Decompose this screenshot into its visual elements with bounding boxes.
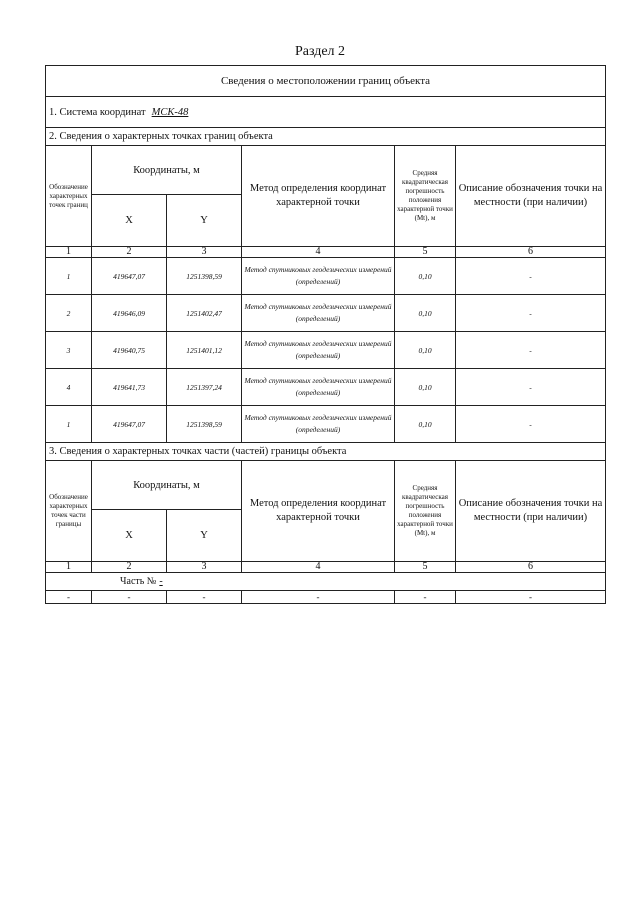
mt-value: 0,10	[395, 332, 456, 369]
desc-value: -	[456, 295, 606, 332]
x-value: 419640,75	[92, 332, 167, 369]
s3-method-header: Метод определения координат характерной точки	[242, 461, 395, 562]
s3-colnum: 2	[92, 562, 167, 573]
s2-colnum: 2	[92, 247, 167, 258]
method-value: Метод спутниковых геодезических измерений (определений)	[242, 332, 395, 369]
s2-col-point-header: Обозначение характерных точек границ	[46, 146, 92, 247]
table-row	[46, 591, 606, 604]
s3-colnum: 5	[395, 562, 456, 573]
point-id: 4	[46, 369, 92, 406]
table-row	[46, 332, 606, 369]
page-title: Раздел 2	[294, 44, 346, 59]
method-value: Метод спутниковых геодезических измерений (определений)	[242, 369, 395, 406]
empty-cell: -	[395, 591, 456, 604]
s2-colnum: 4	[242, 247, 395, 258]
desc-value: -	[456, 332, 606, 369]
boundaries-table	[45, 65, 606, 604]
desc-value: -	[456, 406, 606, 443]
point-id: 1	[46, 406, 92, 443]
y-value: 1251402,47	[167, 295, 242, 332]
s2-rmse-header: Средняя квадратическая погрешность положения характерной точки (Mt), м	[395, 146, 456, 247]
table-row	[46, 295, 606, 332]
s2-colnum: 6	[456, 247, 606, 258]
method-value: Метод спутниковых геодезических измерений (определений)	[242, 295, 395, 332]
empty-cell: -	[167, 591, 242, 604]
y-value: 1251398,59	[167, 406, 242, 443]
coord-system-cell	[46, 97, 606, 128]
s2-colnum: 3	[167, 247, 242, 258]
mt-value: 0,10	[395, 258, 456, 295]
mt-value: 0,10	[395, 369, 456, 406]
part-number-row	[46, 573, 606, 591]
desc-value: -	[456, 369, 606, 406]
s3-x-header: X	[92, 510, 167, 562]
s2-column-numbers	[46, 247, 606, 258]
s3-y-header: Y	[167, 510, 242, 562]
x-value: 419647,07	[92, 406, 167, 443]
s2-x-header: X	[92, 195, 167, 247]
y-value: 1251397,24	[167, 369, 242, 406]
point-id: 2	[46, 295, 92, 332]
s2-colnum: 1	[46, 247, 92, 258]
method-value: Метод спутниковых геодезических измерений (определений)	[242, 406, 395, 443]
section2-title: 2. Сведения о характерных точках границ объекта	[46, 128, 606, 146]
part-number-label: Часть №	[120, 576, 157, 587]
s2-coords-header: Координаты, м	[92, 146, 242, 195]
x-value: 419646,09	[92, 295, 167, 332]
y-value: 1251401,12	[167, 332, 242, 369]
s3-column-numbers	[46, 562, 606, 573]
x-value: 419641,73	[92, 369, 167, 406]
coord-system-value: МСК-48	[151, 106, 189, 118]
empty-cell: -	[46, 591, 92, 604]
mt-value: 0,10	[395, 295, 456, 332]
coord-system-label: 1. Система координат	[49, 106, 146, 118]
point-id: 1	[46, 258, 92, 295]
table-row	[46, 258, 606, 295]
empty-cell: -	[92, 591, 167, 604]
s2-y-header: Y	[167, 195, 242, 247]
s3-col-point-header: Обозначение характерных точек части границы	[46, 461, 92, 562]
section3-title: 3. Сведения о характерных точках части (частей) границы объекта	[46, 443, 606, 461]
empty-cell: -	[456, 591, 606, 604]
desc-value: -	[456, 258, 606, 295]
table-header: Сведения о местоположении границ объекта	[46, 66, 606, 97]
y-value: 1251398,59	[167, 258, 242, 295]
s3-rmse-header: Средняя квадратическая погрешность положения характерной точки (Mt), м	[395, 461, 456, 562]
s2-method-header: Метод определения координат характерной точки	[242, 146, 395, 247]
s2-desc-header: Описание обозначения точки на местности (при наличии)	[456, 146, 606, 247]
mt-value: 0,10	[395, 406, 456, 443]
s3-desc-header: Описание обозначения точки на местности (при наличии)	[456, 461, 606, 562]
method-value: Метод спутниковых геодезических измерений (определений)	[242, 258, 395, 295]
table-row	[46, 369, 606, 406]
table-row	[46, 406, 606, 443]
empty-cell: -	[242, 591, 395, 604]
s3-colnum: 6	[456, 562, 606, 573]
s3-colnum: 4	[242, 562, 395, 573]
s3-colnum: 1	[46, 562, 92, 573]
s3-colnum: 3	[167, 562, 242, 573]
x-value: 419647,07	[92, 258, 167, 295]
s3-coords-header: Координаты, м	[92, 461, 242, 510]
point-id: 3	[46, 332, 92, 369]
s2-colnum: 5	[395, 247, 456, 258]
part-number-value: -	[159, 576, 163, 587]
